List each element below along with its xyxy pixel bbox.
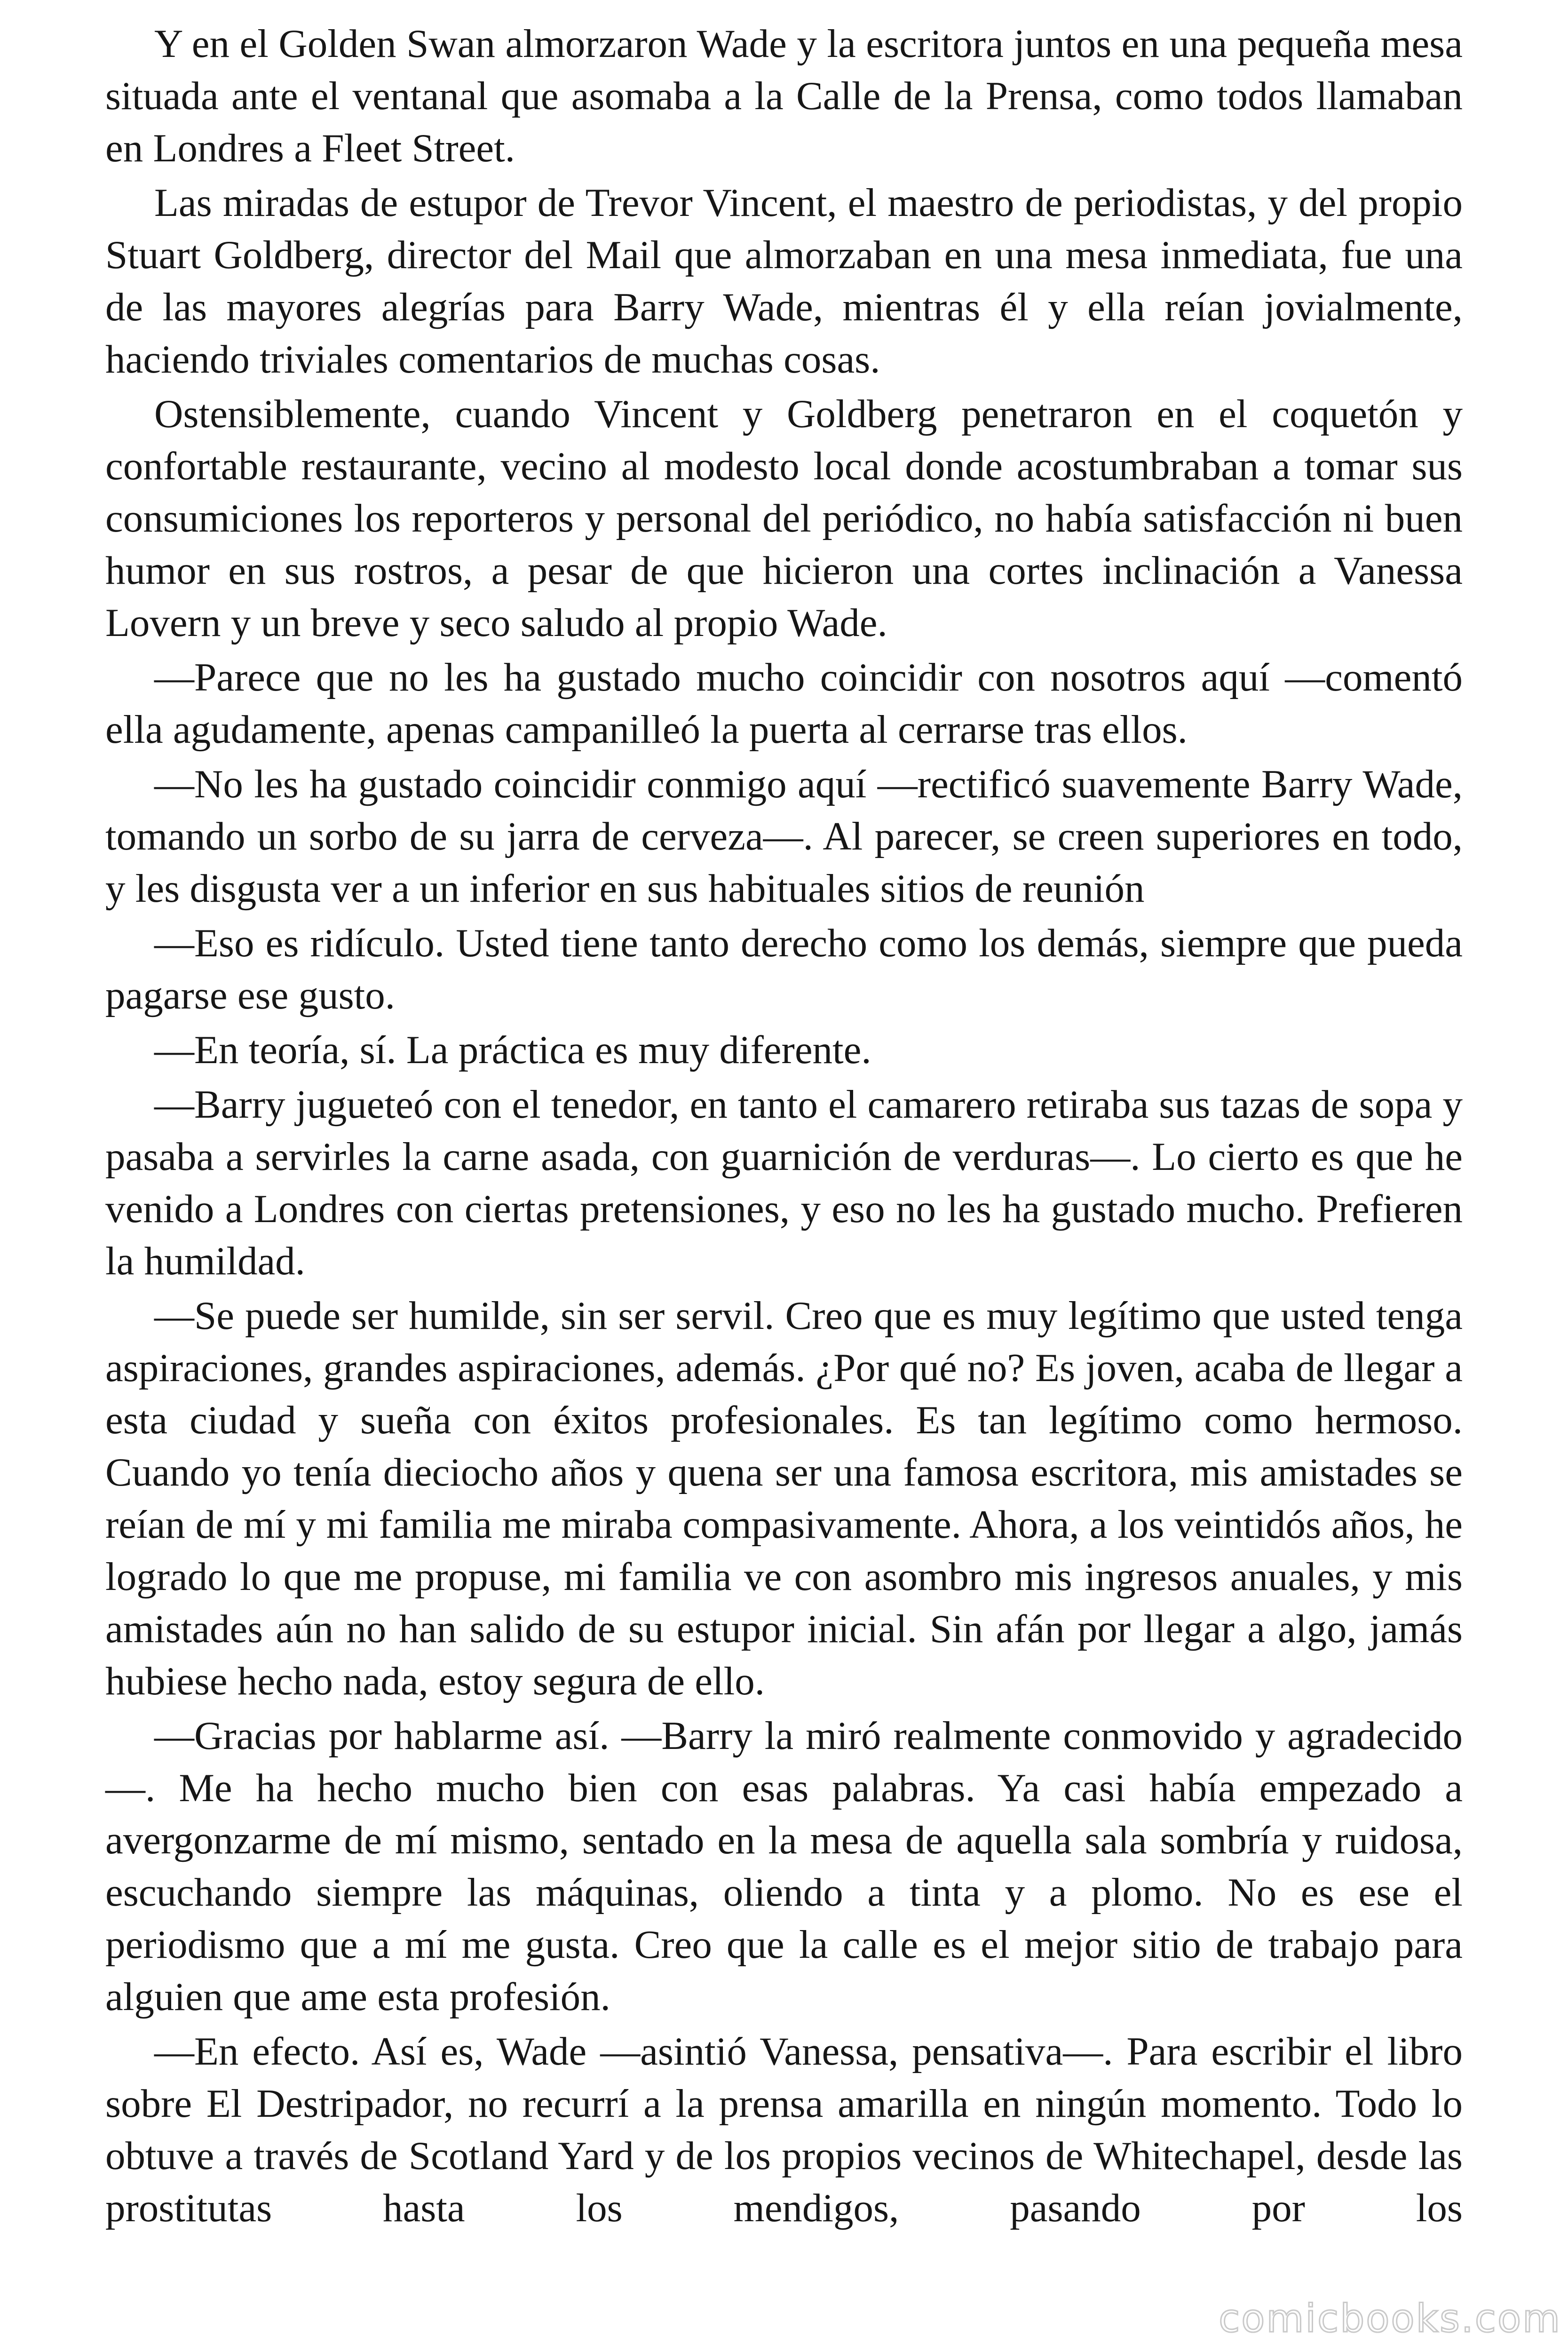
book-page [105, 18, 1463, 2237]
paragraph-9: —Se puede ser humilde, sin ser servil. Creo que es muy legítimo que usted tenga aspiraciones, grandes aspiraciones, además. ¿Por qué no? Es joven, acaba de llegar a esta ciudad y sueña con éxitos profesionales. Es tan legítimo como hermoso. Cuando yo tenía dieciocho años y quena ser una famosa escritora, mis amistades se reían de mí y mi familia me miraba compasivamente. Ahora, a los veintidós años, he logrado lo que me propuse, mi familia ve con asombro mis ingresos anuales, y mis amistades aún no han salido de su estupor inicial. Sin afán por llegar a algo, jamás hubiese hecho nada, estoy segura de ello. [105, 1294, 1463, 1703]
paragraph-10: —Gracias por hablarme así. —Barry la miró realmente conmovido y agradecido—. Me ha hecho mucho bien con esas palabras. Ya casi había empezado a avergonzarme de mí mismo, sentado en la mesa de aquella sala sombría y ruidosa, escuchando siempre las máquinas, oliendo a tinta y a plomo. No es ese el periodismo que a mí me gusta. Creo que la calle es el mejor sitio de trabajo para alguien que ame esta profesión. [105, 1714, 1463, 2019]
paragraph-2: Las miradas de estupor de Trevor Vincent, el maestro de periodistas, y del propio Stuart Goldberg, director del Mail que almorzaban en una mesa inmediata, fue una de las mayores alegrías para Barry Wade, mientras él y ella reían jovialmente, haciendo triviales comentarios de muchas cosas. [105, 181, 1463, 381]
paragraph-3: Ostensiblemente, cuando Vincent y Goldberg penetraron en el coquetón y confortable restaurante, vecino al modesto local donde acostumbraban a tomar sus consumiciones los reporteros y personal del periódico, no había satisfacción ni buen humor en sus rostros, a pesar de que hicieron una cortes inclinación a Vanessa Lovern y un breve y seco saludo al propio Wade. [105, 392, 1463, 645]
paragraph-6: —Eso es ridículo. Usted tiene tanto derecho como los demás, siempre que pueda pagarse ese gusto. [105, 921, 1463, 1017]
paragraph-11: —En efecto. Así es, Wade —asintió Vanessa, pensativa—. Para escribir el libro sobre El Destripador, no recurrí a la prensa amarilla en ningún momento. Todo lo obtuve a través de Scotland Yard y de los propios vecinos de Whitechapel, desde las prostitutas hasta los mendigos, pasando por los [105, 2029, 1463, 2230]
paragraph-7: —En teoría, sí. La práctica es muy diferente. [154, 1028, 871, 1072]
paragraph-8: —Barry jugueteó con el tenedor, en tanto el camarero retiraba sus tazas de sopa y pasaba a servirles la carne asada, con guarnición de verduras—. Lo cierto es que he venido a Londres con ciertas pretensiones, y eso no les ha gustado mucho. Prefieren la humildad. [105, 1082, 1463, 1283]
paragraph-1: Y en el Golden Swan almorzaron Wade y la escritora juntos en una pequeña mesa situada ante el ventanal que asomaba a la Calle de la Prensa, como todos llamaban en Londres a Fleet Street. [105, 22, 1463, 170]
watermark: comicbooks.com [1219, 2296, 1561, 2341]
paragraph-5: —No les ha gustado coincidir conmigo aquí —rectificó suavemente Barry Wade, tomando un sorbo de su jarra de cerveza—. Al parecer, se creen superiores en todo, y les disgusta ver a un inferior en sus habituales sitios de reunión [105, 762, 1463, 911]
paragraph-4: —Parece que no les ha gustado mucho coincidir con nosotros aquí —comentó ella agudamente, apenas campanilleó la puerta al cerrarse tras ellos. [105, 655, 1463, 752]
